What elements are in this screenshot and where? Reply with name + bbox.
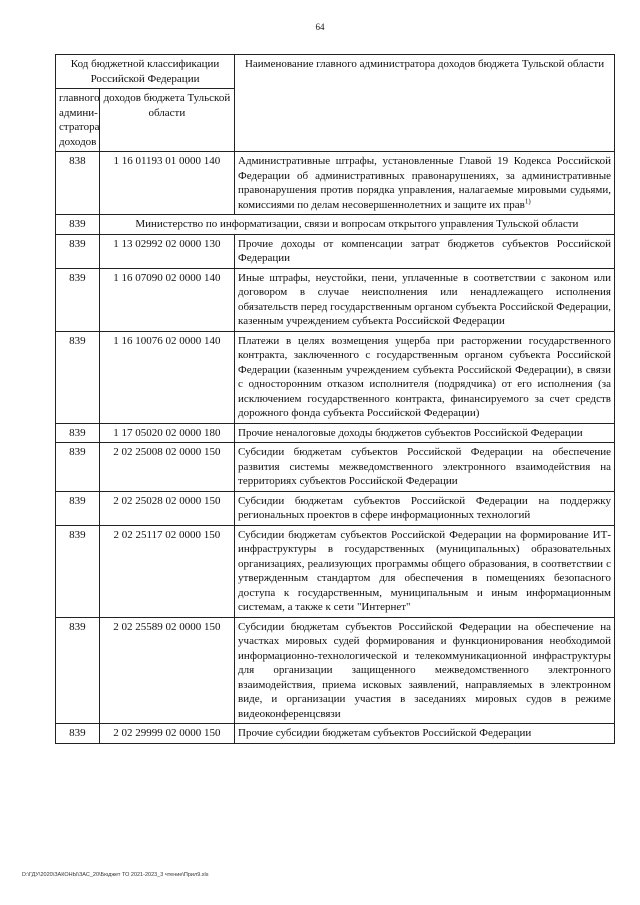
page-number: 64 xyxy=(315,22,325,32)
admin-code-cell: 839 xyxy=(56,617,100,724)
admin-code-cell: 839 xyxy=(56,234,100,268)
header-income-col: доходов бюджета Тульской области xyxy=(99,89,234,152)
income-name-text: Субсидии бюджетам субъектов Российской Федерации на формирование ИТ-инфраструктуры в государственных (муниципальных) образовательных организациях, реализующих программы общего образования, в соответствии с утвержденным стандартом для обеспечения в помещениях безопасного доступа к государственным, муниципальным и иным информационным системам, а также к сети "Интернет" xyxy=(238,528,611,613)
file-path-footer: D:\ГДУ\2020\ЗАКОНЫ\ЗАС_20\Бюджет ТО 2021-2023_3 чтение\Прил9.xls xyxy=(22,872,209,878)
header-row-1 xyxy=(56,55,615,89)
table-row xyxy=(56,215,615,235)
header-admin-col: главного админи-стратора доходов xyxy=(56,89,100,152)
income-name-text: Иные штрафы, неустойки, пени, уплаченные в соответствии с законом или договором в случае неисполнения или ненадлежащего исполнения обязательств перед государственным органом субъекта Российской Федерации, казенным учреждением субъекта Российской Федерации xyxy=(238,271,611,327)
income-name-text: Административные штрафы, установленные Главой 19 Кодекса Российской Федерации об административных правонарушениях, за административные правонарушения против порядка управления, налагаемые мировыми судьями, комиссиями по делам несовершеннолетних и защите их прав xyxy=(238,155,611,211)
admin-code-cell: 838 xyxy=(56,152,100,215)
income-name-cell xyxy=(235,152,615,215)
income-name-cell xyxy=(235,617,615,724)
income-name-cell xyxy=(235,331,615,423)
admin-code-cell: 839 xyxy=(56,525,100,617)
table-row xyxy=(56,331,615,423)
income-code-cell: 1 13 02992 02 0000 130 xyxy=(99,234,234,268)
admin-code-cell: 839 xyxy=(56,724,100,744)
table-row xyxy=(56,234,615,268)
income-name-text: Прочие доходы от компенсации затрат бюджетов субъектов Российской Федерации xyxy=(238,237,611,264)
income-name-cell xyxy=(235,268,615,331)
income-name-cell xyxy=(235,234,615,268)
income-name-text: Субсидии бюджетам субъектов Российской Федерации на обеспечение на участках мировых судей формирования и функционирования необходимой информационно-технологической и телекоммуникационной инфраструктуры для организации защищенного межведомственного электронного взаимодействия, приема исковых заявлений, направляемых в электронном виде, и организации участия в заседаниях мировых судов в режиме видеоконференцсвязи xyxy=(238,620,611,720)
table-row xyxy=(56,617,615,724)
income-code-cell: 1 16 01193 01 0000 140 xyxy=(99,152,234,215)
income-name-cell xyxy=(235,423,615,443)
header-admin-name: Наименование главного администратора доходов бюджета Тульской области xyxy=(235,55,615,152)
admin-code-cell: 839 xyxy=(56,268,100,331)
income-name-text: Платежи в целях возмещения ущерба при расторжении государственного контракта, заключенного с государственным органом субъекта Российской Федерации (казенным учреждением субъекта Российской Федерации), в связи с односторонним отказом исполнителя (подрядчика) от его исполнения (за исключением государственного контракта, финансируемого за счет средств дорожного фонда субъекта Российской Федерации) xyxy=(238,334,611,419)
administrator-name-cell: Министерство по информатизации, связи и вопросам открытого управления Тульской области xyxy=(99,215,614,235)
income-name-text: Субсидии бюджетам субъектов Российской Федерации на обеспечение развития системы межведомственного электронного взаимодействия на территориях субъектов Российской Федерации xyxy=(238,446,611,487)
table-row xyxy=(56,724,615,744)
admin-code-cell: 839 xyxy=(56,443,100,492)
admin-code-cell: 839 xyxy=(56,331,100,423)
income-code-cell: 2 02 25028 02 0000 150 xyxy=(99,491,234,525)
admin-code-cell: 839 xyxy=(56,215,100,235)
income-code-cell: 2 02 25117 02 0000 150 xyxy=(99,525,234,617)
table-row xyxy=(56,491,615,525)
header-code-group: Код бюджетной классификации Российской Федерации xyxy=(56,55,235,89)
footnote-marker: 1) xyxy=(524,196,531,205)
table-row xyxy=(56,268,615,331)
income-name-cell xyxy=(235,443,615,492)
income-code-cell: 1 17 05020 02 0000 180 xyxy=(99,423,234,443)
table-row xyxy=(56,423,615,443)
income-name-cell xyxy=(235,724,615,744)
admin-code-cell: 839 xyxy=(56,491,100,525)
table-row xyxy=(56,443,615,492)
income-name-cell xyxy=(235,525,615,617)
income-name-cell xyxy=(235,491,615,525)
admin-code-cell: 839 xyxy=(56,423,100,443)
income-code-cell: 2 02 25589 02 0000 150 xyxy=(99,617,234,724)
income-code-cell: 1 16 07090 02 0000 140 xyxy=(99,268,234,331)
budget-classification-table xyxy=(55,54,615,744)
income-code-cell: 2 02 29999 02 0000 150 xyxy=(99,724,234,744)
income-name-text: Прочие субсидии бюджетам субъектов Российской Федерации xyxy=(238,727,532,739)
table-row xyxy=(56,525,615,617)
income-name-text: Прочие неналоговые доходы бюджетов субъектов Российской Федерации xyxy=(238,426,583,439)
income-code-cell: 1 16 10076 02 0000 140 xyxy=(99,331,234,423)
table-row xyxy=(56,152,615,215)
income-name-text: Субсидии бюджетам субъектов Российской Федерации на поддержку региональных проектов в сфере информационных технологий xyxy=(238,494,611,521)
income-code-cell: 2 02 25008 02 0000 150 xyxy=(99,443,234,492)
